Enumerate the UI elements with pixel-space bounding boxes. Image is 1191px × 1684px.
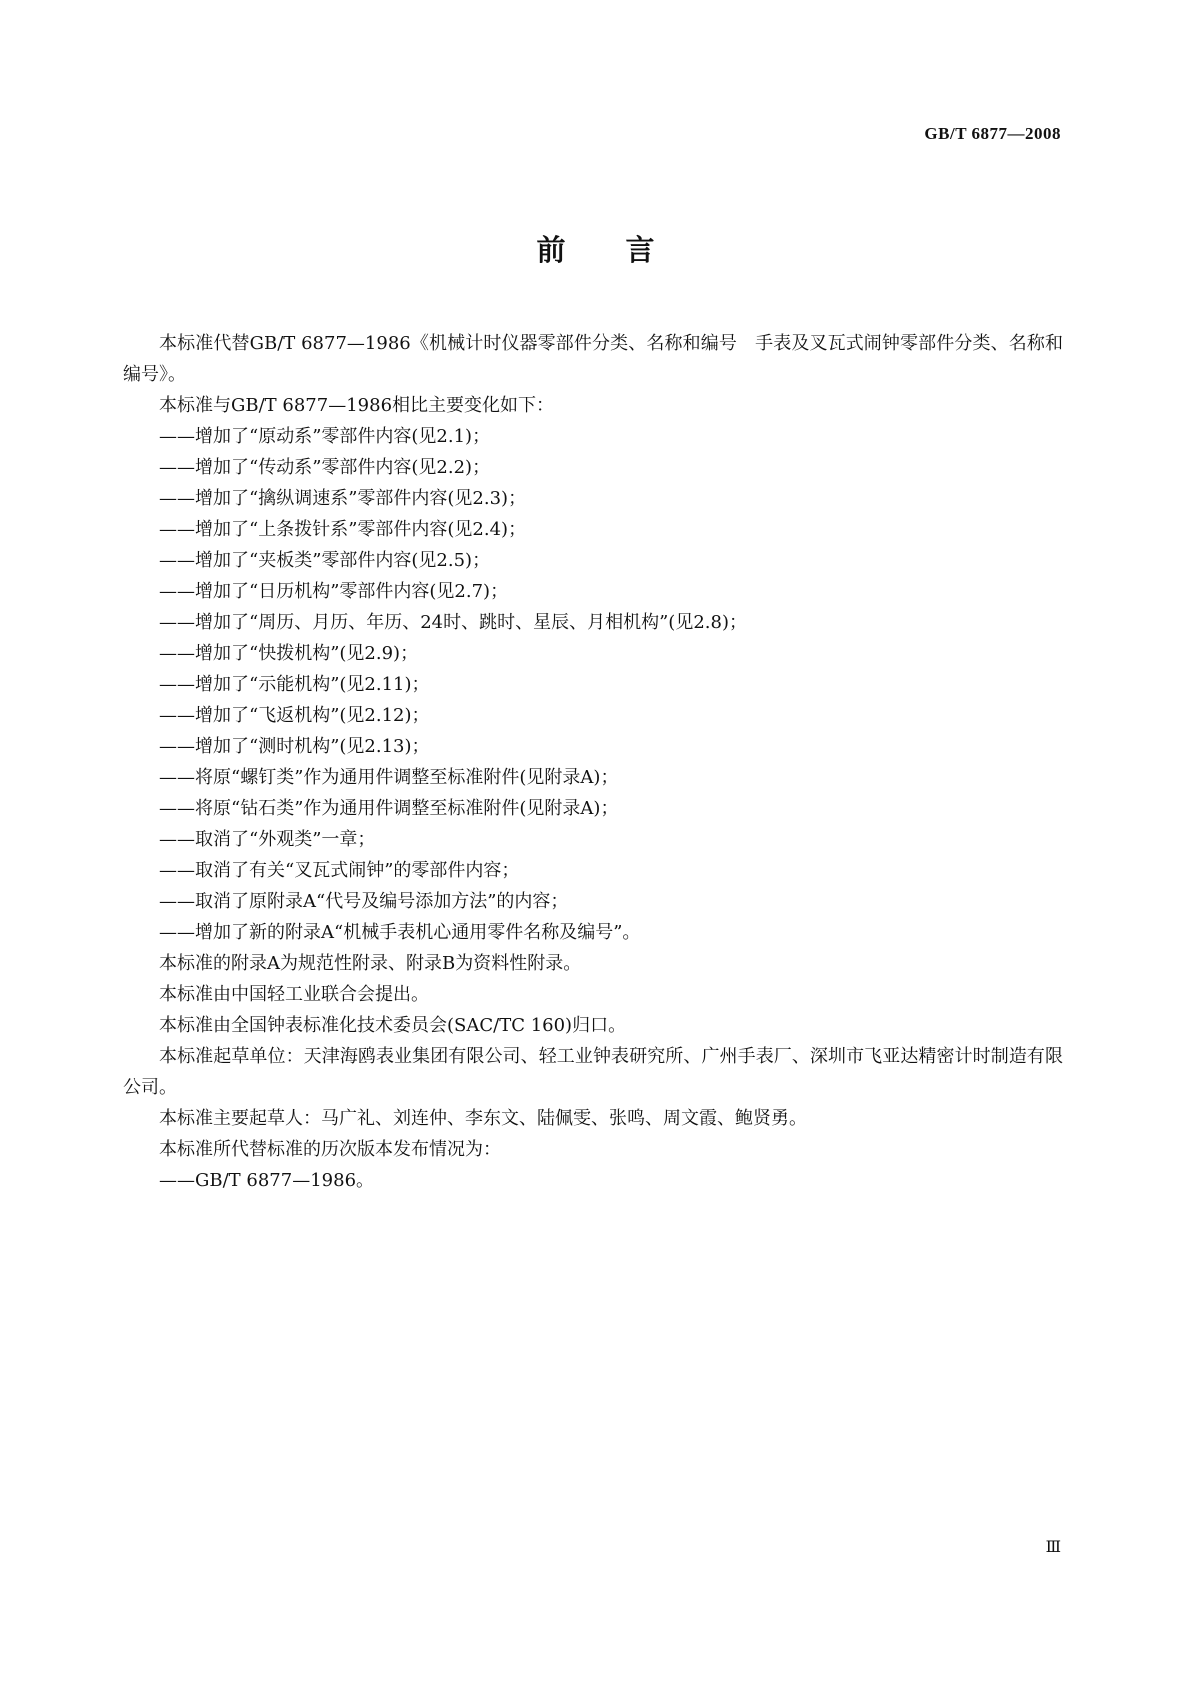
list-item: ——增加了“上条拨针系”零部件内容(见2.4)； [159,519,527,540]
list-item: ——增加了“日历机构”零部件内容(见2.7)； [159,581,509,602]
list-item: ——增加了“夹板类”零部件内容(见2.5)； [159,550,491,571]
list-item: ——增加了“原动系”零部件内容(见2.1)； [159,426,491,447]
paragraph-committee: 本标准由全国钟表标准化技术委员会(SAC/TC 160)归口。 [159,1015,627,1036]
paragraph-replaces: 本标准代替GB/T 6877—1986《机械计时仪器零部件分类、名称和编号 手表及叉瓦式闹钟零部件分类、名称和编号》。 [123,333,1063,385]
paragraph-history-intro: 本标准所代替标准的历次版本发布情况为： [159,1139,501,1160]
paragraph-annex: 本标准的附录A为规范性附录、附录B为资料性附录。 [159,953,582,974]
list-item: ——GB/T 6877—1986。 [159,1170,375,1191]
list-item: ——取消了原附录A“代号及编号添加方法”的内容； [159,891,569,912]
changes-list [123,421,1063,948]
paragraph-drafting-units: 本标准起草单位：天津海鸥表业集团有限公司、轻工业钟表研究所、广州手表厂、深圳市飞亚达精密计时制造有限公司。 [123,1046,1063,1098]
list-item: ——增加了“测时机构”(见2.13)； [159,736,430,757]
list-item: ——增加了“周历、月历、年历、24时、跳时、星辰、月相机构”(见2.8)； [159,612,747,633]
list-item: ——增加了“飞返机构”(见2.12)； [159,705,430,726]
paragraph-drafters: 本标准主要起草人：马广礼、刘连仲、李东文、陆佩雯、张鸣、周文霞、鲍贤勇。 [159,1108,807,1129]
list-item: ——增加了“快拨机构”(见2.9)； [159,643,419,664]
list-item: ——增加了“传动系”零部件内容(见2.2)； [159,457,491,478]
list-item: ——将原“钻石类”作为通用件调整至标准附件(见附录A)； [159,798,619,819]
history-list [123,1165,1063,1196]
list-item: ——增加了新的附录A“机械手表机心通用零件名称及编号”。 [159,922,641,943]
list-item: ——取消了有关“叉瓦式闹钟”的零部件内容； [159,860,520,881]
foreword-body [123,328,1063,1196]
list-item: ——增加了“示能机构”(见2.11)； [159,674,430,695]
list-item: ——将原“螺钉类”作为通用件调整至标准附件(见附录A)； [159,767,619,788]
standard-code: GB/T 6877—2008 [924,124,1061,143]
paragraph-proposer: 本标准由中国轻工业联合会提出。 [159,984,429,1005]
page-title: 前言 [536,233,715,267]
list-item: ——增加了“擒纵调速系”零部件内容(见2.3)； [159,488,527,509]
page-number: Ⅲ [1045,1539,1061,1556]
list-item: ——取消了“外观类”一章； [159,829,376,850]
paragraph-changes-intro: 本标准与GB/T 6877—1986相比主要变化如下： [159,395,555,416]
